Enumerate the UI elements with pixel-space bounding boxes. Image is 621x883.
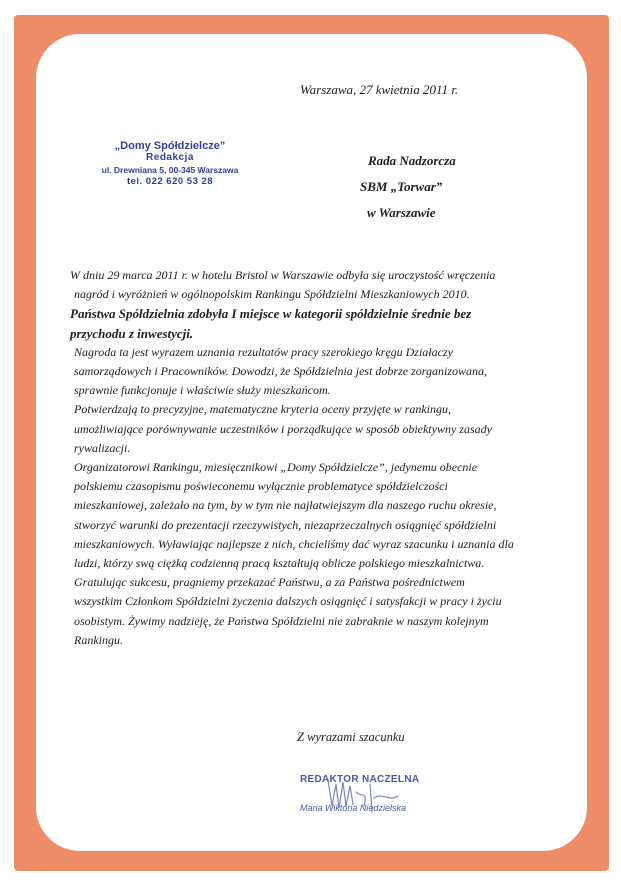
recipient-line-2: SBM „Torwar” — [360, 179, 443, 194]
stamp-phone: tel. 022 620 53 28 — [126, 176, 214, 187]
stamp-title: „Domy Spółdzielcze” — [114, 140, 226, 152]
body-line: rywalizacji. — [74, 440, 131, 455]
body-line: ludzi, którzy swą ciężką codzienną pracą kształtują oblicze polskiego mieszkalnictwa. — [74, 556, 485, 571]
body-line: W dniu 29 marca 2011 r. w hotelu Bristol w Warszawie odbyła się uroczystość wręczenia — [70, 268, 496, 282]
signature-title: REDAKTOR NACZELNA — [300, 774, 420, 785]
stamp-address: ul. Drewniana 5, 00-345 Warszawa — [101, 165, 239, 175]
body-line: sprawnie funkcjonuje i właściwie służy mieszkańcom. — [74, 383, 331, 398]
body-line: nagród i wyróżnień w ogólnopolskim Rankingu Spółdzielni Mieszkaniowych 2010. — [74, 287, 470, 302]
recipient-block — [360, 148, 456, 226]
body-line: Gratulując sukcesu, pragniemy przekazać Państwu, a za Państwa pośrednictwem — [74, 575, 465, 590]
recipient-line-3: w Warszawie — [367, 205, 436, 220]
body-line: samorządowych i Pracowników. Dowodzi, że Spółdzielnia jest dobrze zorganizowana, — [74, 364, 488, 379]
body-line: polskiemu czasopismu poświeconemu wyłącznie problematyce spółdzielczości — [74, 479, 448, 494]
body-line: Rankingu. — [74, 632, 123, 647]
letter-date: Warszawa, 27 kwietnia 2011 r. — [300, 82, 459, 97]
publisher-stamp — [95, 140, 245, 188]
body-line: wszystkim Członkom Spółdzielni życzenia dalszych osiągnięć i satysfakcji w pracy i życiu — [74, 594, 502, 609]
body-line: mieszkaniowych. Wyławiając najlepsze z nich, chcieliśmy dać wyraz szacunku i uznania dla — [74, 536, 514, 551]
body-line-highlight: przychodu z inwestycji. — [70, 325, 194, 341]
body-line: Potwierdzają to precyzyjne, matematyczne kryteria oceny przyjęte w rankingu, — [74, 402, 452, 417]
closing-salutation: Z wyrazami szacunku — [297, 730, 405, 744]
recipient-line-1: Rada Nadzorcza — [368, 153, 456, 168]
body-line: stworzyć warunki do prezentacji rzeczywistych, niezaprzeczalnych osiągnięć spółdzielni — [74, 517, 497, 532]
body-line: Nagroda ta jest wyrazem uznania rezultatów pracy szerokiego kręgu Działaczy — [74, 344, 453, 359]
body-line: umożliwiające porównywanie uczestników i porządkujące w sposób obiektywny zasady — [74, 421, 492, 436]
body-line: Organizatorowi Rankingu, miesięcznikowi „Domy Spółdzielcze”, jedynemu obecnie — [74, 460, 478, 475]
signature-scribble — [298, 762, 428, 832]
body-line: mieszkaniowej, zależało na tym, by w tym nie najłatwiejszym dla naszego ruchu okresie, — [74, 498, 497, 513]
body-line: osobistym. Żywimy nadzieję, że Państwa Spółdzielni nie zabraknie w naszym kolejnym — [74, 613, 489, 628]
body-line-highlight: Państwa Spółdzielnia zdobyła I miejsce w kategorii spółdzielnie średnie bez — [70, 306, 472, 322]
stamp-department: Redakcja — [146, 152, 194, 163]
signature-name: Maria Wiktoria Niedzielska — [300, 803, 406, 813]
letter-body — [70, 266, 560, 650]
